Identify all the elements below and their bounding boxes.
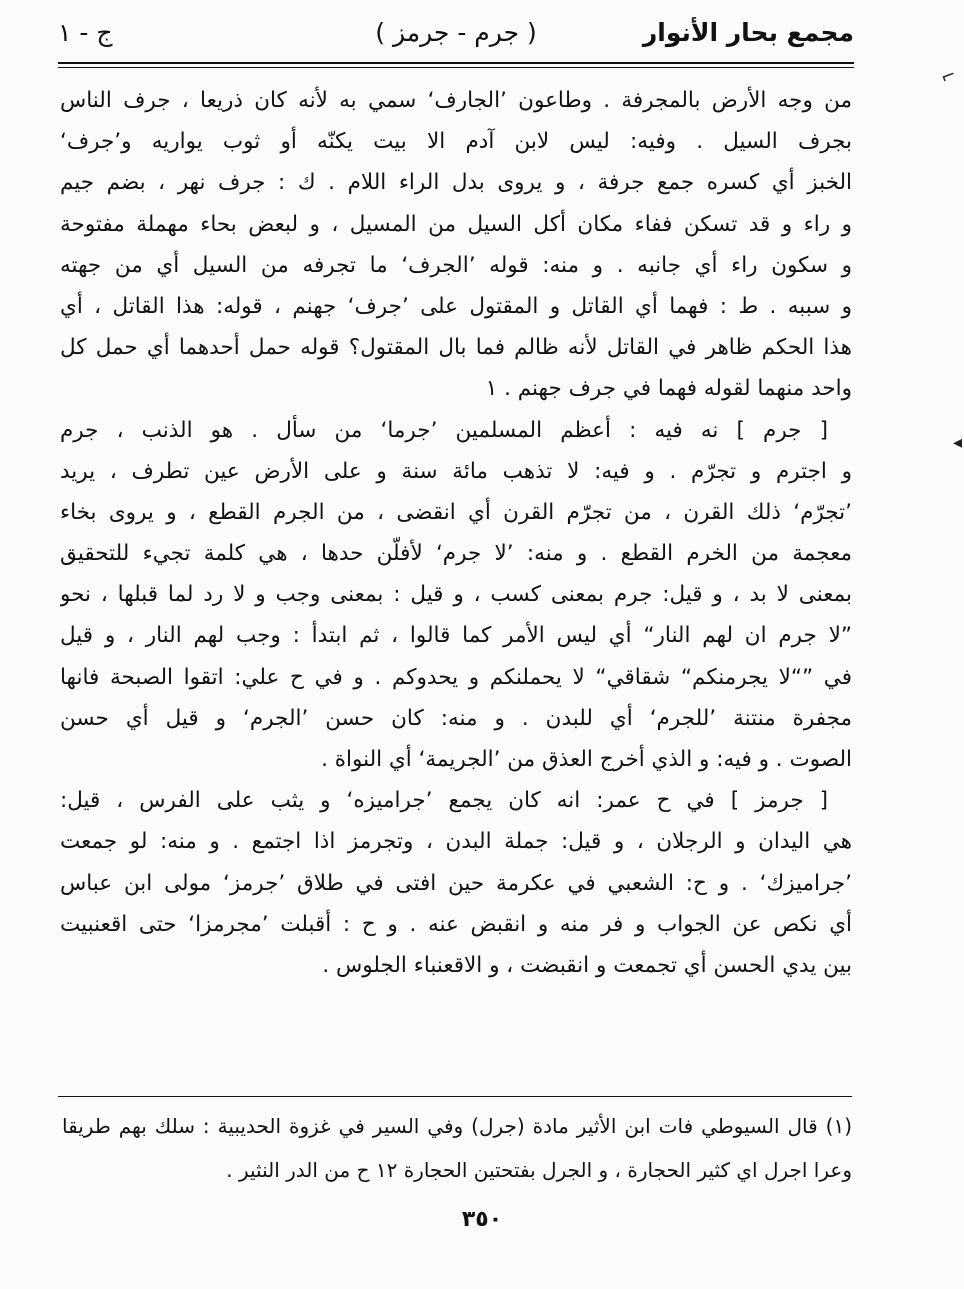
main-text	[60, 80, 852, 986]
text-line: في ”“لا يجرمنكم“ شقاقي“ لا يحملنكم و يحدوكم . و في ح علي: اتقوا الصبحة فانها	[60, 664, 852, 690]
footnote-line: (١) قال السيوطي فات ابن الأثير مادة (جرل) وفي السير في غزوة الحديبية : سلك بهم طريقا	[62, 1114, 852, 1138]
text-line: ’تجرّم‘ ذلك القرن ، من تجرّم القرن أي انقضى ، من الجرم القطع ، و يروى بخاء	[60, 499, 852, 525]
text-line: مجفرة منتنة ’للجرم‘ أي للبدن . و منه: كان حسن ’الجرم‘ و قيل أي حسن	[60, 705, 852, 731]
book-title: مجمع بحار الأنوار	[642, 18, 854, 47]
text-line: هذا الحكم ظاهر في القاتل لأنه ظالم فما بال المقتول؟ قوله حمل أحدهما أي حمل كل	[60, 335, 852, 361]
footnote-line: وعرا اجرل اي كثير الحجارة ، و الجرل بفتحتين الحجارة ١٢ ح من الدر النثير .	[226, 1158, 852, 1182]
text-line: و اجترم و تجرّم . و فيه: لا تذهب مائة سنة و على الأرض عين تطرف ، يريد	[60, 458, 852, 484]
entry-heading-jurmuz: [ جرمز ] في ح عمر: انه كان يجمع ’جراميزه‘ و يثب على الفرس ، قيل:	[60, 788, 828, 814]
text-line: الصوت . و فيه: و الذي أخرج العذق من ’الجريمة‘ أي النواة .	[321, 747, 852, 772]
header-rule-thick	[58, 62, 854, 64]
text-line: بجرف السيل . وفيه: ليس لابن آدم الا بيت يكنّه أو ثوب يواريه و’جرف‘	[60, 129, 852, 155]
text-line: هي اليدان و الرجلان ، و قيل: جملة البدن ، وتجرمز اذا اجتمع . و منه: لو جمعت	[60, 829, 852, 855]
text-line: ”لا جرم ان لهم النار“ أي ليس الأمر كما قالوا ، ثم ابتدأ : وجب لهم النار ، و قيل	[60, 623, 852, 649]
volume-number: ج - ١	[58, 18, 113, 47]
header-rule-thin	[58, 67, 854, 68]
margin-arrow-mark: ◂	[952, 432, 962, 453]
text-line: و سكون راء أي جانبه . و منه: قوله ’الجرف‘ ما تجرفه من السيل أي من جهته	[60, 252, 852, 278]
text-line: معجمة من الخرم القطع . و منه: ’لا جرم‘ لأفلّن حدها ، هي كلمة تجيء للتحقيق	[60, 541, 852, 567]
footnotes	[62, 1104, 852, 1192]
text-line: و سببه . ط : فهما أي القاتل و المقتول على ’جرف‘ جهنم ، قوله: هذا القاتل ، أي	[60, 293, 852, 319]
text-line: الخبز أي كسره جمع جرفة ، و يروى بدل الراء اللام . ك : جرف نهر ، بضم جيم	[60, 170, 852, 196]
text-line: من وجه الأرض بالمجرفة . وطاعون ’الجارف‘ سمي به لأنه كان ذريعا ، جرف الناس	[60, 88, 852, 113]
text-line: بمعنى لا بد ، و قيل: جرم بمعنى كسب ، و قيل : بمعنى وجب و لا رد لما قبلها ، نحو	[60, 582, 852, 608]
page-number: ٣٥٠	[461, 1207, 503, 1232]
entry-heading-jurm: [ جرم ] نه فيه : أعظم المسلمين ’جرما‘ من سأل . هو الذنب ، جرم	[60, 417, 828, 443]
margin-bracket-mark: ⌐	[937, 64, 960, 89]
page-header	[58, 14, 854, 58]
text-line: بين يدي الحسن أي تجمعت و انقبضت ، و الاقعنباء الجلوس .	[322, 952, 852, 978]
text-line: واحد منهما لقوله فهما في جرف جهنم . ١	[485, 376, 852, 402]
text-line: أي نكص عن الجواب و فر منه و انقبض عنه . و ح : أقبلت ’مجرمزا‘ حتى اقعنبيت	[60, 911, 852, 937]
text-line: و راء و قد تسكن ففاء مكان أكل السيل من المسيل ، و لبعض بحاء مهملة مفتوحة	[60, 211, 852, 237]
entry-range: ( جرم - جرمز )	[375, 18, 537, 47]
footnote-rule	[58, 1096, 852, 1097]
text-line: ’جراميزك‘ . و ح: الشعبي في عكرمة حين افتى في طلاق ’جرمز‘ مولى ابن عباس	[60, 870, 852, 896]
